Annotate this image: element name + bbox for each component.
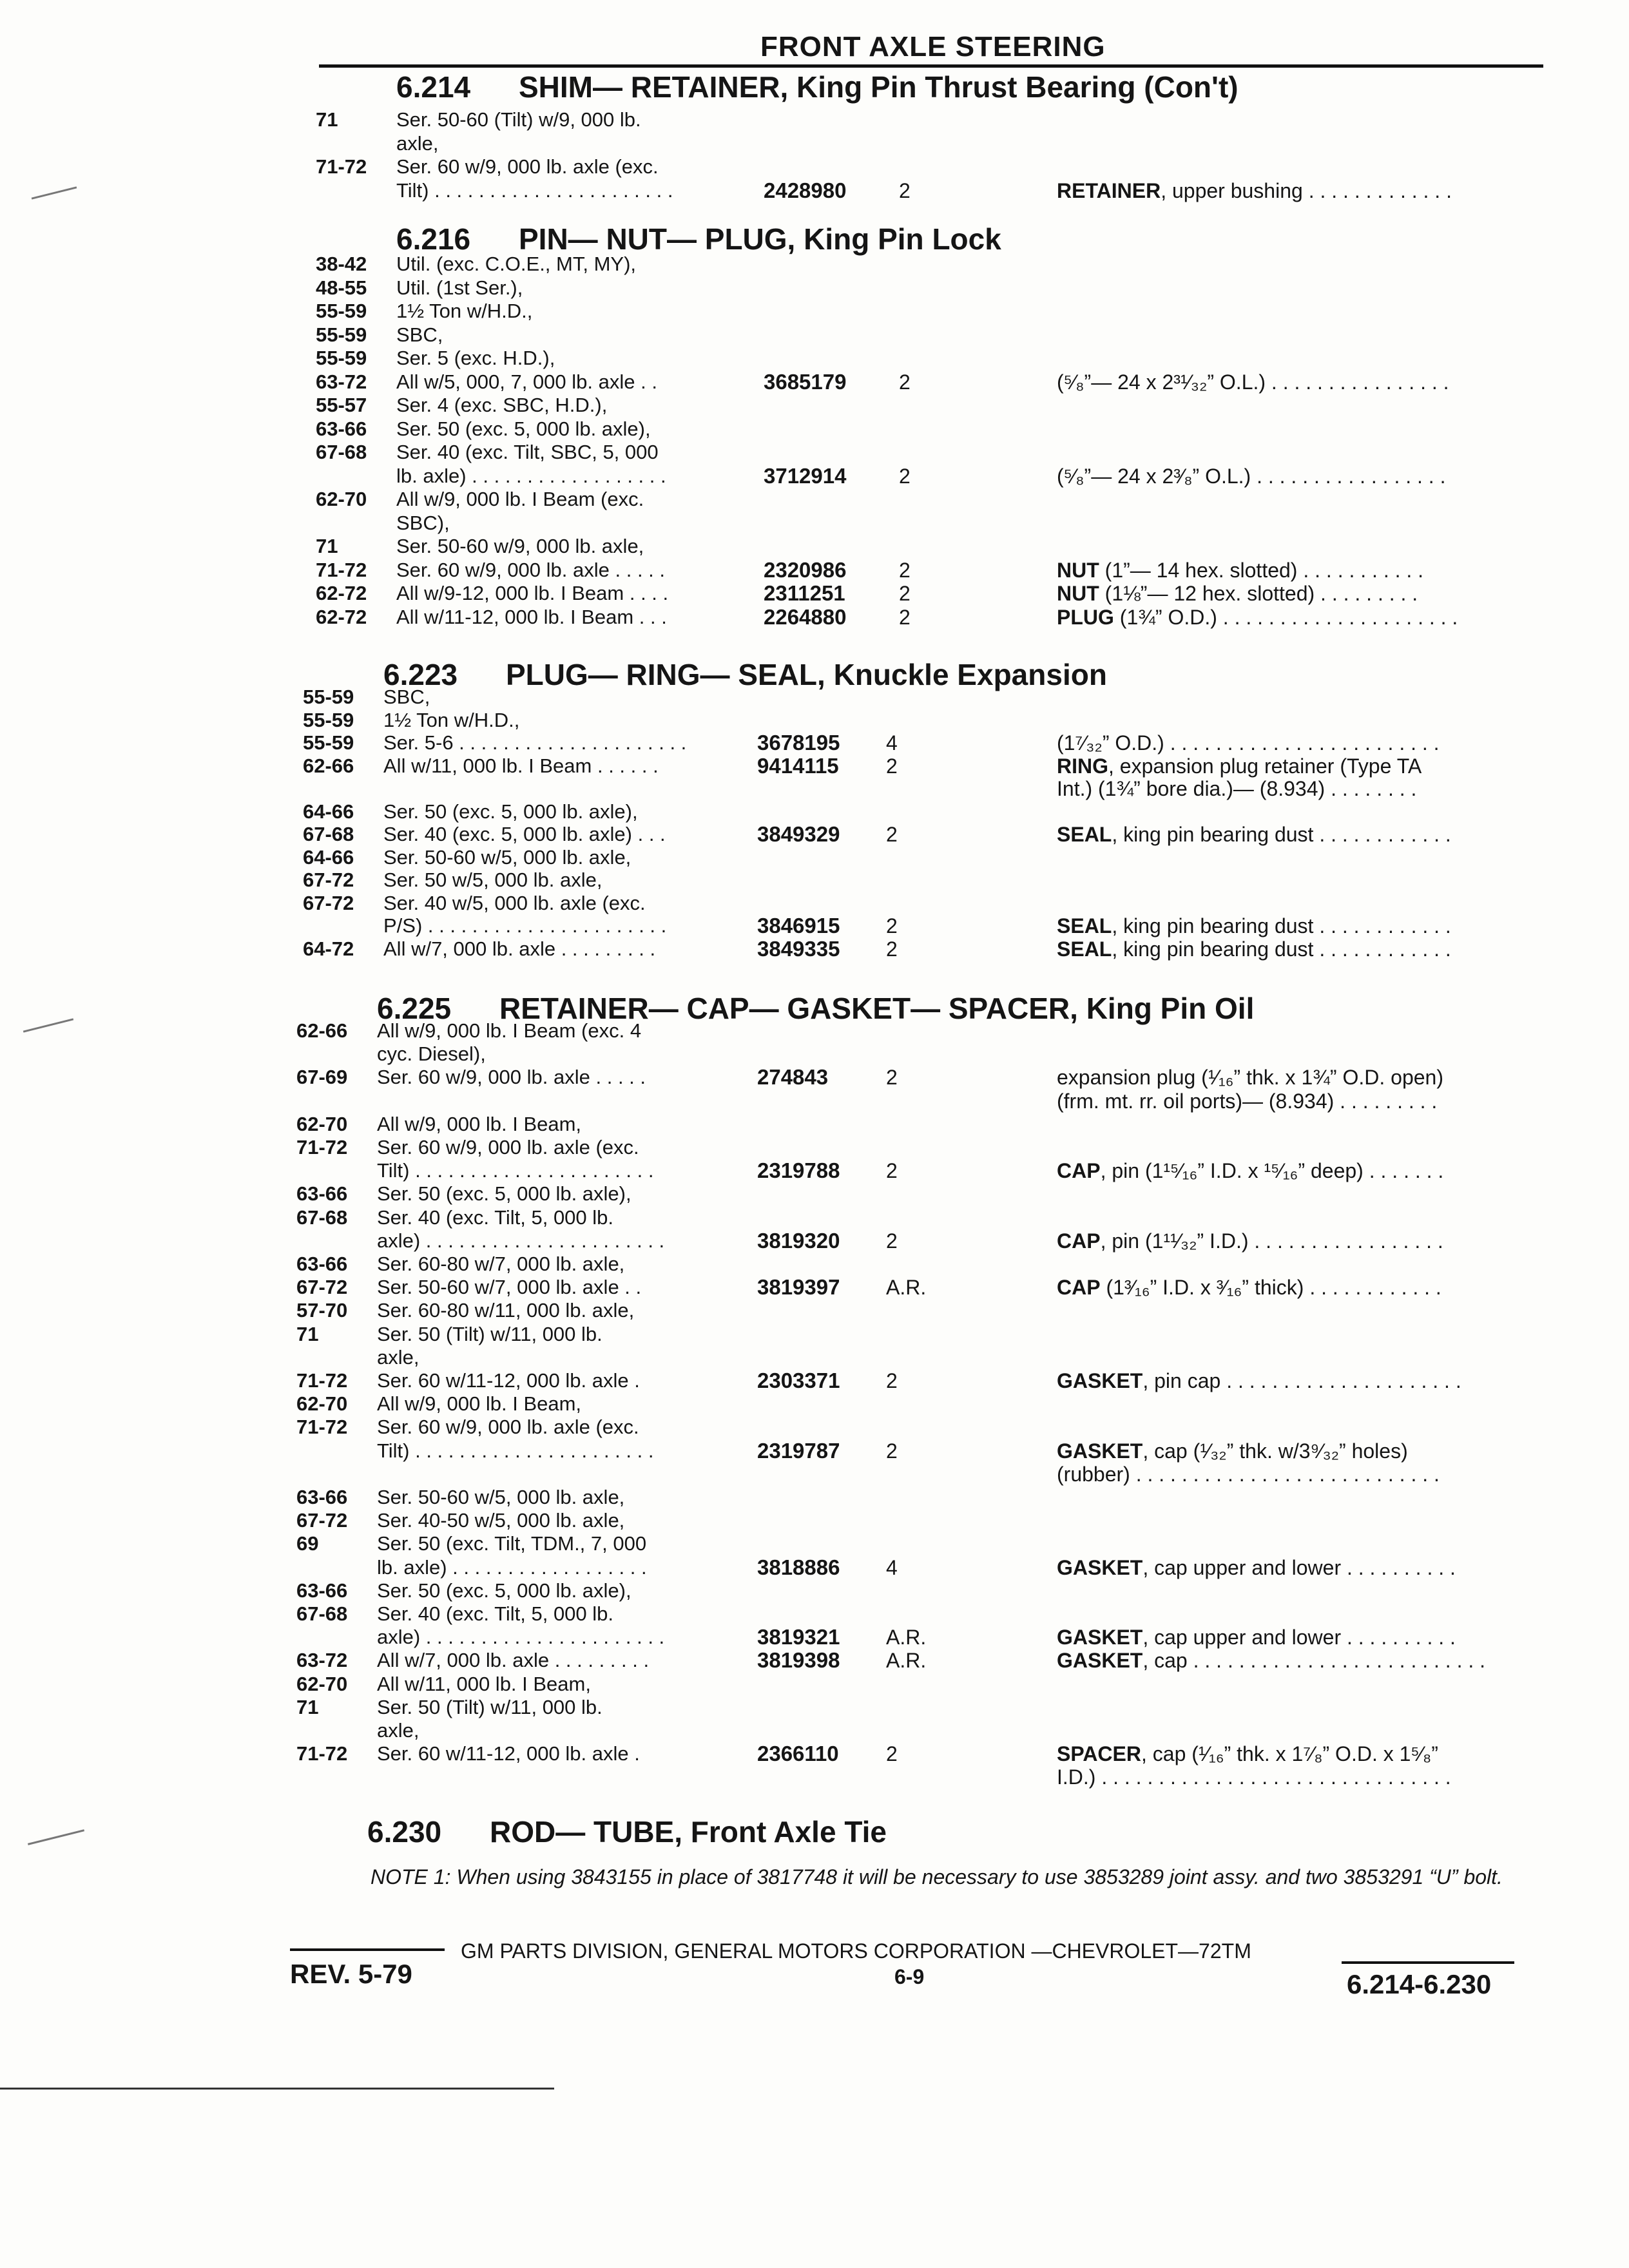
- header-rule: [319, 64, 1543, 68]
- year-code: 67-72: [296, 1509, 348, 1532]
- part-number: 3819321: [757, 1625, 840, 1649]
- application-text: Ser. 4 (exc. SBC, H.D.),: [396, 394, 608, 416]
- section-title: ROD— TUBE, Front Axle Tie: [490, 1815, 887, 1849]
- section-number: 6.216: [396, 222, 471, 256]
- part-description: SEAL, king pin bearing dust . . . . . . . . . . . .: [1057, 914, 1451, 937]
- parts-row: [303, 846, 1547, 869]
- application-text: Ser. 50 (Tilt) w/11, 000 lb.: [377, 1695, 602, 1718]
- year-code: 71-72: [316, 155, 367, 178]
- quantity: 2: [886, 1159, 898, 1183]
- part-number: 2264880: [764, 604, 847, 629]
- parts-row: [296, 1719, 1547, 1742]
- year-code: 71-72: [296, 1136, 348, 1158]
- year-code: 71-72: [296, 1416, 348, 1439]
- application-text: SBC),: [396, 511, 450, 534]
- scan-mark: [28, 1829, 84, 1845]
- application-text: Tilt) . . . . . . . . . . . . . . . . . . . . . .: [396, 178, 673, 202]
- parts-row: [303, 709, 1547, 732]
- year-code: 64-72: [303, 937, 354, 960]
- year-code: 71: [296, 1322, 319, 1345]
- parts-row: [316, 488, 1547, 511]
- parts-row: [296, 1602, 1547, 1626]
- quantity: 2: [899, 178, 911, 202]
- part-description: GASKET, pin cap . . . . . . . . . . . . . . . . . . . . .: [1057, 1369, 1461, 1392]
- parts-row: [296, 1299, 1547, 1322]
- parts-row: [316, 465, 1547, 488]
- section-title: SHIM— RETAINER, King Pin Thrust Bearing (Con't): [519, 70, 1239, 104]
- section-number: 6.214: [396, 70, 471, 104]
- application-text: Ser. 50-60 w/5, 000 lb. axle,: [383, 845, 631, 869]
- parts-row: [296, 1742, 1547, 1765]
- part-number: 2303371: [757, 1369, 840, 1392]
- parts-row: [316, 535, 1547, 558]
- application-text: lb. axle) . . . . . . . . . . . . . . . . . .: [396, 464, 666, 487]
- year-code: 55-59: [303, 731, 354, 754]
- part-number: 2428980: [764, 178, 847, 202]
- year-code: 71-72: [296, 1742, 348, 1765]
- footer-rule-left: [290, 1948, 445, 1951]
- parts-row: [296, 1673, 1547, 1696]
- parts-row: [303, 686, 1547, 709]
- part-number: 2320986: [764, 557, 847, 582]
- part-number: 3818886: [757, 1555, 840, 1579]
- section-number: 6.223: [383, 658, 458, 691]
- part-description: CAP, pin (1¹¹⁄₃₂” I.D.) . . . . . . . . . . . . . . . . .: [1057, 1229, 1443, 1253]
- application-text: axle) . . . . . . . . . . . . . . . . . . . . . .: [377, 1229, 665, 1252]
- part-description: GASKET, cap upper and lower . . . . . . . . . .: [1057, 1626, 1456, 1649]
- application-text: Ser. 50 (exc. 5, 000 lb. axle),: [396, 417, 651, 440]
- parts-row: [296, 1019, 1547, 1043]
- quantity: 2: [899, 558, 911, 582]
- quantity: 2: [899, 464, 911, 488]
- parts-row: [296, 1439, 1547, 1463]
- parts-row: [296, 1159, 1547, 1182]
- application-text: Util. (1st Ser.),: [396, 276, 523, 299]
- part-description: (rubber) . . . . . . . . . . . . . . . . . . . . . . . . . . .: [1057, 1462, 1440, 1486]
- part-number: 3819398: [757, 1648, 840, 1673]
- year-code: 67-68: [296, 1602, 348, 1625]
- application-text: Ser. 40 (exc. Tilt, SBC, 5, 000: [396, 441, 659, 463]
- quantity: 2: [886, 1369, 898, 1392]
- year-code: 67-68: [296, 1206, 348, 1229]
- year-code: 71: [316, 108, 338, 131]
- parts-row: [316, 394, 1547, 417]
- parts-row: [316, 253, 1547, 276]
- year-code: 62-70: [296, 1392, 348, 1416]
- application-text: axle,: [377, 1719, 419, 1742]
- year-code: 69: [296, 1532, 319, 1555]
- parts-row: [296, 1182, 1547, 1206]
- quantity: 2: [886, 823, 898, 846]
- year-code: 55-59: [316, 300, 367, 322]
- application-text: Ser. 60-80 w/11, 000 lb. axle,: [377, 1299, 635, 1322]
- year-code: 62-70: [316, 488, 367, 510]
- year-code: 55-59: [303, 708, 354, 731]
- parts-row: [303, 937, 1547, 961]
- parts-row: [296, 1416, 1547, 1439]
- parts-row: [316, 606, 1547, 629]
- parts-row: [296, 1579, 1547, 1602]
- year-code: 63-66: [296, 1579, 348, 1602]
- parts-row: [303, 800, 1547, 823]
- part-number: 3849329: [757, 822, 840, 846]
- year-code: 67-72: [303, 891, 354, 914]
- application-text: Ser. 50 (exc. 5, 000 lb. axle),: [383, 800, 638, 823]
- application-text: Ser. 40 (exc. Tilt, 5, 000 lb.: [377, 1206, 614, 1229]
- application-text: Ser. 60-80 w/7, 000 lb. axle,: [377, 1253, 625, 1275]
- parts-row: [296, 1229, 1547, 1253]
- application-text: Ser. 5-6 . . . . . . . . . . . . . . . . . . . . .: [383, 731, 687, 754]
- quantity: 2: [886, 1439, 898, 1463]
- parts-row: [296, 1136, 1547, 1159]
- year-code: 63-66: [316, 417, 367, 440]
- year-code: 63-66: [296, 1486, 348, 1508]
- footer-section-range: 6.214-6.230: [1347, 1969, 1492, 1999]
- parts-row: [316, 512, 1547, 535]
- part-number: 274843: [757, 1065, 829, 1090]
- quantity: 2: [886, 1066, 898, 1090]
- part-description: (⁵⁄₈”— 24 x 2³¹⁄₃₂” O.L.) . . . . . . . . . . . . . . . .: [1057, 370, 1449, 394]
- application-text: All w/11, 000 lb. I Beam . . . . . .: [383, 754, 659, 777]
- application-text: Ser. 60 w/9, 000 lb. axle (exc.: [396, 155, 659, 178]
- year-code: 55-59: [316, 323, 367, 346]
- application-text: All w/11-12, 000 lb. I Beam . . .: [396, 605, 667, 628]
- note-1: NOTE 1: When using 3843155 in place of 3817748 it will be necessary to use 3853289 joint assy. and two 3853291 “U” bolt.: [371, 1865, 1503, 1888]
- footer-rule-right: [1342, 1961, 1514, 1964]
- part-number: 2311251: [764, 581, 845, 605]
- year-code: 57-70: [296, 1299, 348, 1322]
- parts-row: [303, 914, 1547, 937]
- parts-row: [316, 582, 1547, 605]
- parts-row: [303, 869, 1547, 892]
- quantity: 2: [899, 370, 911, 394]
- part-description: I.D.) . . . . . . . . . . . . . . . . . . . . . . . . . . . . . . .: [1057, 1765, 1451, 1789]
- application-text: All w/9, 000 lb. I Beam,: [377, 1112, 582, 1135]
- quantity: 2: [886, 1229, 898, 1253]
- year-code: 48-55: [316, 276, 367, 299]
- parts-row: [316, 323, 1547, 347]
- application-text: Ser. 40-50 w/5, 000 lb. axle,: [377, 1509, 625, 1532]
- application-text: SBC,: [383, 686, 430, 708]
- year-code: 64-66: [303, 800, 354, 823]
- parts-row: [296, 1369, 1547, 1392]
- application-text: All w/7, 000 lb. axle . . . . . . . . .: [377, 1649, 650, 1672]
- application-text: Ser. 60 w/11-12, 000 lb. axle .: [377, 1369, 640, 1392]
- section-number: 6.225: [377, 992, 452, 1025]
- year-code: 62-70: [296, 1112, 348, 1135]
- parts-row: [316, 179, 1547, 202]
- application-text: Ser. 60 w/11-12, 000 lb. axle .: [377, 1742, 640, 1765]
- application-text: Ser. 50 (Tilt) w/11, 000 lb.: [377, 1322, 602, 1345]
- application-text: Ser. 60 w/9, 000 lb. axle (exc.: [377, 1416, 639, 1439]
- quantity: A.R.: [886, 1649, 927, 1673]
- application-text: axle,: [377, 1345, 419, 1369]
- application-text: SBC,: [396, 323, 443, 346]
- parts-row: [316, 300, 1547, 323]
- parts-row: [303, 823, 1547, 846]
- parts-row: [296, 1113, 1547, 1136]
- parts-row: [316, 108, 1547, 131]
- part-number: 3819397: [757, 1275, 840, 1300]
- part-description: (⁵⁄₈”— 24 x 2³⁄₈” O.L.) . . . . . . . . . . . . . . . . .: [1057, 464, 1446, 488]
- scan-mark: [23, 1018, 73, 1032]
- parts-row: [296, 1392, 1547, 1416]
- part-number: 3819320: [757, 1228, 840, 1253]
- parts-row: [316, 276, 1547, 300]
- application-text: Ser. 60 w/9, 000 lb. axle (exc.: [377, 1136, 639, 1158]
- application-text: Ser. 40 (exc. Tilt, 5, 000 lb.: [377, 1602, 614, 1625]
- parts-row: [303, 731, 1547, 754]
- parts-row: [296, 1090, 1547, 1113]
- application-text: Ser. 50-60 w/7, 000 lb. axle . .: [377, 1276, 642, 1299]
- year-code: 38-42: [316, 253, 367, 275]
- part-description: RETAINER, upper bushing . . . . . . . . . . . . .: [1057, 178, 1452, 202]
- section-title: RETAINER— CAP— GASKET— SPACER, King Pin Oil: [499, 992, 1255, 1025]
- part-description: SEAL, king pin bearing dust . . . . . . . . . . . .: [1057, 823, 1451, 846]
- application-text: Ser. 50 (exc. 5, 000 lb. axle),: [377, 1579, 631, 1602]
- part-description: (1⁷⁄₃₂” O.D.) . . . . . . . . . . . . . . . . . . . . . . . .: [1057, 731, 1440, 754]
- section-number: 6.230: [367, 1815, 442, 1849]
- year-code: 55-59: [303, 686, 354, 708]
- year-code: 63-72: [296, 1649, 348, 1672]
- parts-row: [296, 1509, 1547, 1532]
- part-number: 3712914: [764, 463, 847, 488]
- part-description: RING, expansion plug retainer (Type TA: [1057, 754, 1422, 778]
- part-number: 3678195: [757, 731, 840, 754]
- year-code: 67-72: [303, 869, 354, 891]
- part-number: 2319787: [757, 1438, 840, 1463]
- part-description: CAP (1³⁄₁₆” I.D. x ³⁄₁₆” thick) . . . . . . . . . . . .: [1057, 1276, 1441, 1300]
- parts-row: [303, 777, 1547, 800]
- parts-row: [296, 1626, 1547, 1649]
- year-code: 62-72: [316, 582, 367, 604]
- year-code: 67-68: [316, 441, 367, 463]
- application-text: Ser. 50-60 (Tilt) w/9, 000 lb.: [396, 108, 641, 131]
- part-description: PLUG (1¾” O.D.) . . . . . . . . . . . . . . . . . . . . .: [1057, 605, 1458, 629]
- parts-row: [296, 1532, 1547, 1555]
- application-text: cyc. Diesel),: [377, 1043, 486, 1066]
- part-description: NUT (1”— 14 hex. slotted) . . . . . . . . . . .: [1057, 558, 1424, 582]
- part-number: 2319788: [757, 1158, 840, 1183]
- quantity: A.R.: [886, 1626, 927, 1649]
- application-text: All w/9, 000 lb. I Beam (exc.: [396, 488, 644, 510]
- year-code: 71: [316, 535, 338, 557]
- scan-mark: [32, 186, 77, 199]
- application-text: Ser. 40 (exc. 5, 000 lb. axle) . . .: [383, 823, 666, 845]
- parts-row: [296, 1276, 1547, 1299]
- application-text: Ser. 60 w/9, 000 lb. axle . . . . .: [377, 1066, 646, 1089]
- part-description: CAP, pin (1¹⁵⁄₁₆” I.D. x ¹⁵⁄₁₆” deep) . . . . . . .: [1057, 1159, 1444, 1183]
- section-title: PLUG— RING— SEAL, Knuckle Expansion: [506, 658, 1107, 691]
- footer-revision: REV. 5-79: [290, 1959, 412, 1989]
- application-text: P/S) . . . . . . . . . . . . . . . . . . . . . .: [383, 914, 667, 937]
- quantity: 2: [886, 937, 898, 961]
- part-number: 9414115: [757, 753, 839, 778]
- application-text: All w/5, 000, 7, 000 lb. axle . .: [396, 370, 657, 393]
- parts-row: [316, 441, 1547, 464]
- year-code: 71: [296, 1695, 319, 1718]
- part-description: (frm. mt. rr. oil ports)— (8.934) . . . . . . . . .: [1057, 1089, 1438, 1113]
- parts-row: [316, 418, 1547, 441]
- parts-row: [296, 1043, 1547, 1066]
- application-text: 1½ Ton w/H.D.,: [396, 300, 533, 322]
- application-text: Ser. 60 w/9, 000 lb. axle . . . . .: [396, 558, 666, 581]
- application-text: axle,: [396, 131, 439, 155]
- application-text: Ser. 50 w/5, 000 lb. axle,: [383, 869, 602, 891]
- application-text: axle) . . . . . . . . . . . . . . . . . . . . . .: [377, 1626, 665, 1649]
- application-text: Tilt) . . . . . . . . . . . . . . . . . . . . . .: [377, 1159, 654, 1182]
- application-text: Ser. 50-60 w/9, 000 lb. axle,: [396, 535, 644, 557]
- year-code: 64-66: [303, 845, 354, 869]
- year-code: 71-72: [296, 1369, 348, 1392]
- parts-row: [296, 1765, 1547, 1789]
- parts-row: [296, 1253, 1547, 1276]
- year-code: 62-66: [303, 754, 354, 777]
- bottom-scan-rule: [0, 2088, 554, 2090]
- page-header-title: FRONT AXLE STEERING: [760, 31, 1106, 62]
- quantity: 4: [886, 731, 898, 754]
- part-description: GASKET, cap upper and lower . . . . . . . . . .: [1057, 1555, 1456, 1579]
- part-number: 3846915: [757, 914, 840, 937]
- parts-row: [296, 1649, 1547, 1672]
- year-code: 67-68: [303, 823, 354, 845]
- parts-row: [296, 1463, 1547, 1486]
- application-text: All w/11, 000 lb. I Beam,: [377, 1672, 591, 1695]
- year-code: 63-72: [316, 370, 367, 393]
- part-description: GASKET, cap . . . . . . . . . . . . . . . . . . . . . . . . . .: [1057, 1649, 1486, 1673]
- parts-row: [316, 347, 1547, 370]
- application-text: Ser. 5 (exc. H.D.),: [396, 347, 555, 369]
- part-description: SEAL, king pin bearing dust . . . . . . . . . . . .: [1057, 937, 1451, 961]
- application-text: Ser. 50 (exc. 5, 000 lb. axle),: [377, 1182, 631, 1206]
- application-text: Ser. 50-60 w/5, 000 lb. axle,: [377, 1486, 625, 1508]
- application-text: Ser. 50 (exc. Tilt, TDM., 7, 000: [377, 1532, 647, 1555]
- quantity: 2: [886, 914, 898, 937]
- application-text: All w/7, 000 lb. axle . . . . . . . . .: [383, 937, 656, 960]
- application-text: All w/9-12, 000 lb. I Beam . . . .: [396, 582, 669, 604]
- quantity: A.R.: [886, 1276, 927, 1300]
- part-number: 2366110: [757, 1742, 839, 1766]
- parts-row: [296, 1696, 1547, 1719]
- part-description: expansion plug (¹⁄₁₆” thk. x 1¾” O.D. open): [1057, 1066, 1443, 1090]
- parts-row: [296, 1486, 1547, 1509]
- year-code: 62-66: [296, 1019, 348, 1042]
- parts-row: [316, 155, 1547, 178]
- application-text: All w/9, 000 lb. I Beam,: [377, 1392, 582, 1416]
- year-code: 67-72: [296, 1276, 348, 1299]
- section-title: PIN— NUT— PLUG, King Pin Lock: [519, 222, 1001, 256]
- year-code: 63-66: [296, 1253, 348, 1275]
- part-number: 3685179: [764, 369, 847, 394]
- parts-row: [296, 1066, 1547, 1089]
- year-code: 71-72: [316, 558, 367, 581]
- part-number: 3849335: [757, 936, 840, 961]
- quantity: 2: [886, 1742, 898, 1766]
- application-text: Tilt) . . . . . . . . . . . . . . . . . . . . . .: [377, 1439, 654, 1462]
- year-code: 62-72: [316, 605, 367, 628]
- part-description: GASKET, cap (¹⁄₃₂” thk. w/3⁹⁄₃₂” holes): [1057, 1439, 1408, 1463]
- footer-publisher: GM PARTS DIVISION, GENERAL MOTORS CORPORATION —CHEVROLET—72TM: [461, 1939, 1251, 1963]
- quantity: 2: [899, 605, 911, 629]
- part-description: NUT (1⅛”— 12 hex. slotted) . . . . . . . . .: [1057, 582, 1418, 605]
- application-text: lb. axle) . . . . . . . . . . . . . . . . . .: [377, 1555, 647, 1579]
- part-description: Int.) (1¾” bore dia.)— (8.934) . . . . . . . .: [1057, 777, 1417, 800]
- year-code: 55-57: [316, 394, 367, 416]
- parts-row: [316, 370, 1547, 394]
- parts-row: [303, 892, 1547, 915]
- parts-row: [296, 1323, 1547, 1346]
- application-text: 1½ Ton w/H.D.,: [383, 708, 520, 731]
- part-description: SPACER, cap (¹⁄₁₆” thk. x 1⁷⁄₈” O.D. x 1⁵⁄₈”: [1057, 1742, 1438, 1766]
- quantity: 4: [886, 1555, 898, 1579]
- parts-row: [303, 754, 1547, 778]
- year-code: 67-69: [296, 1066, 348, 1089]
- application-text: All w/9, 000 lb. I Beam (exc. 4: [377, 1019, 642, 1042]
- parts-row: [296, 1556, 1547, 1579]
- parts-row: [316, 132, 1547, 155]
- year-code: 55-59: [316, 347, 367, 369]
- parts-row: [296, 1206, 1547, 1229]
- footer-page-number: 6-9: [894, 1965, 925, 1988]
- year-code: 63-66: [296, 1182, 348, 1206]
- application-text: Util. (exc. C.O.E., MT, MY),: [396, 253, 637, 275]
- quantity: 2: [899, 582, 911, 605]
- parts-row: [316, 559, 1547, 582]
- quantity: 2: [886, 754, 898, 778]
- application-text: Ser. 40 w/5, 000 lb. axle (exc.: [383, 891, 646, 914]
- parts-row: [296, 1346, 1547, 1369]
- year-code: 62-70: [296, 1672, 348, 1695]
